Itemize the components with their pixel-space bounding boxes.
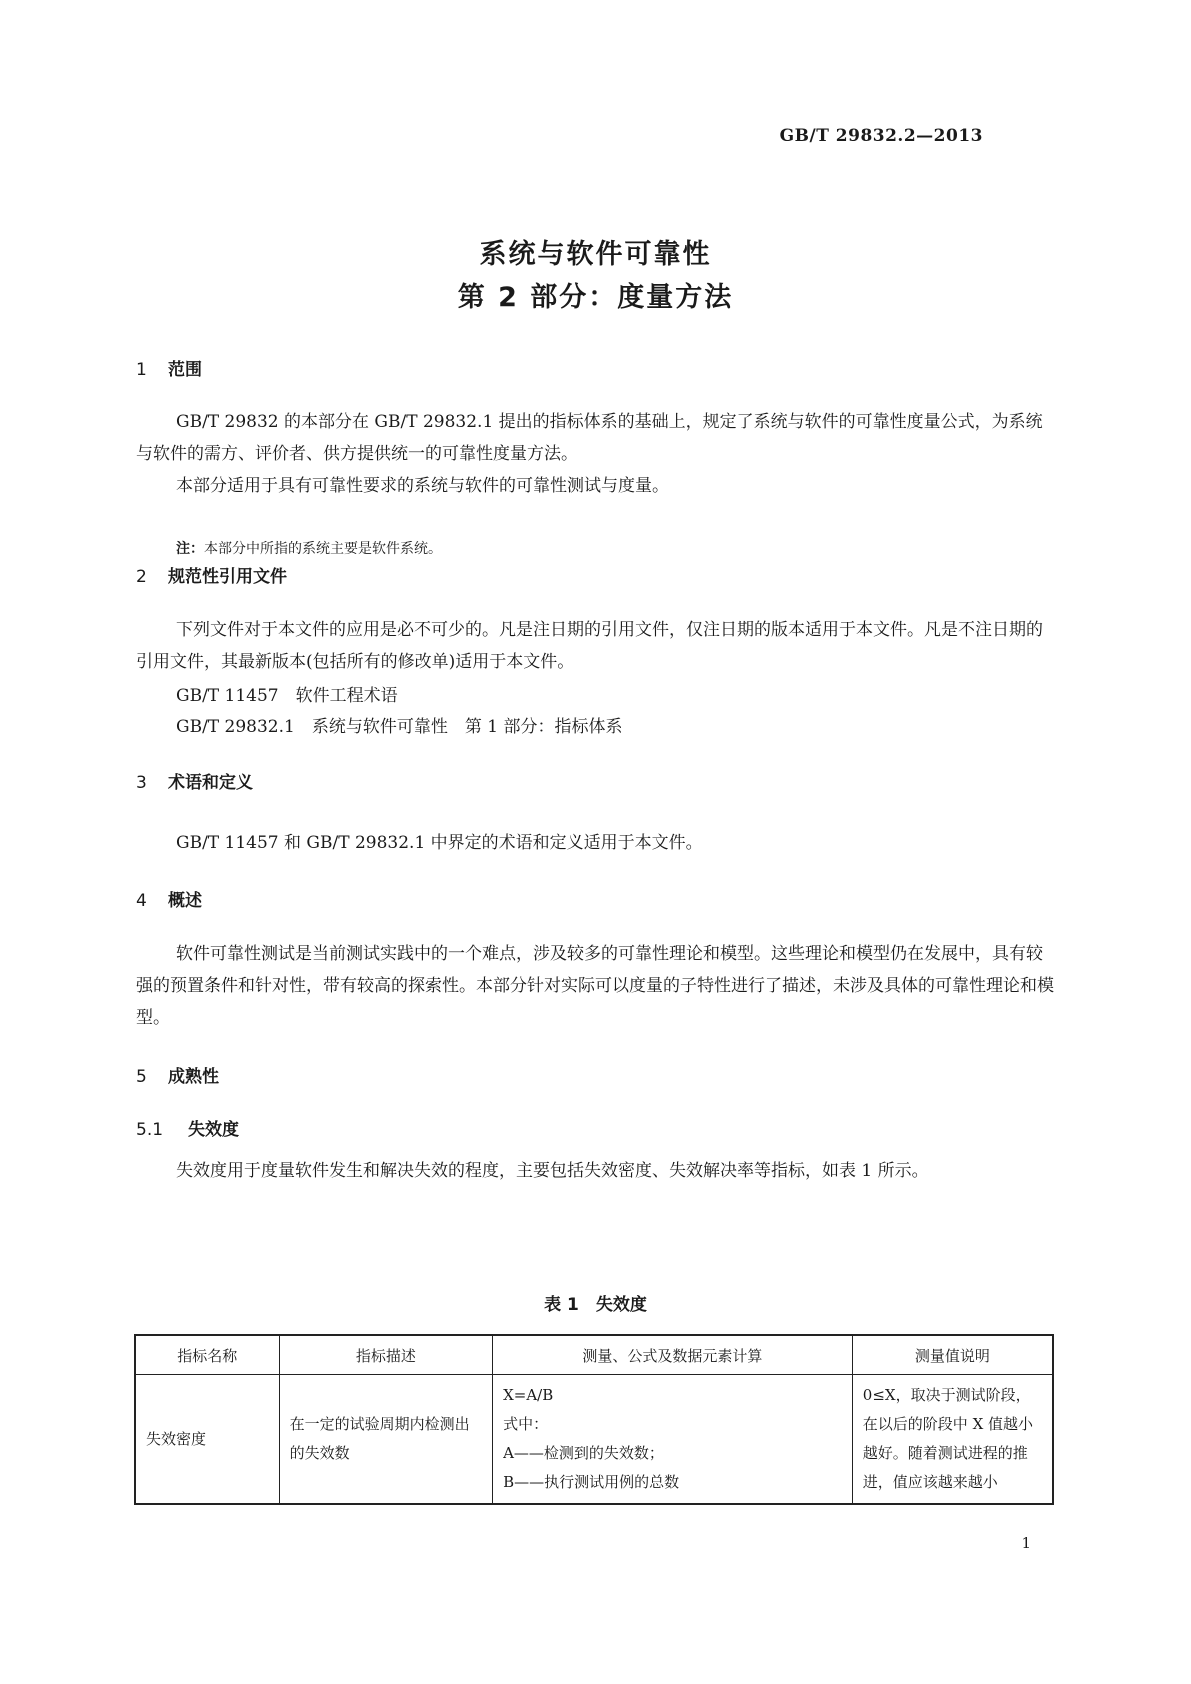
section-4-paragraph-1: 软件可靠性测试是当前测试实践中的一个难点，涉及较多的可靠性理论和模型。这些理论和模型仍在发展中，具有较强的预置条件和针对性，带有较高的探索性。本部分针对实际可以度量的子特性进行了描述，未涉及具体的可靠性理论和模型。	[136, 944, 1054, 1028]
explanation-cell: 0≤X，取决于测试阶段，在以后的阶段中 X 值越小越好。随着测试进程的推进，值应该越来越小	[852, 1375, 1053, 1505]
section-5-heading	[136, 1062, 219, 1087]
table-caption: 表 1 失效度	[544, 1295, 647, 1315]
section-title: 失效度	[188, 1120, 239, 1140]
section-number: 5.1	[136, 1120, 164, 1140]
formula-line: 式中：	[503, 1415, 549, 1433]
document-subtitle: 第 2 部分：度量方法	[457, 282, 734, 313]
header-cell: 指标名称	[135, 1335, 279, 1375]
indicator-name-cell: 失效密度	[135, 1375, 279, 1505]
note-label: 注：	[176, 541, 204, 557]
page-number: 1	[1021, 1534, 1031, 1552]
table-row	[135, 1375, 1053, 1505]
section-number: 3	[136, 773, 147, 793]
header-cell: 指标描述	[279, 1335, 492, 1375]
section-1-heading	[136, 355, 202, 380]
normative-reference-1: GB/T 11457 软件工程术语	[176, 686, 398, 706]
section-title: 规范性引用文件	[168, 567, 287, 587]
section-number: 5	[136, 1067, 147, 1087]
formula-line: A——检测到的失效数；	[503, 1444, 664, 1462]
section-4-heading	[136, 886, 202, 911]
standard-number: GB/T 29832.2—2013	[779, 126, 983, 146]
section-title: 概述	[168, 891, 202, 911]
table-header-row	[135, 1335, 1053, 1375]
section-3-paragraph-1: GB/T 11457 和 GB/T 29832.1 中界定的术语和定义适用于本文件。	[176, 833, 703, 853]
section-2-paragraph-1: 下列文件对于本文件的应用是必不可少的。凡是注日期的引用文件，仅注日期的版本适用于本文件。凡是不注日期的引用文件，其最新版本(包括所有的修改单)适用于本文件。	[136, 620, 1043, 672]
section-title: 成熟性	[168, 1067, 219, 1087]
section-1-paragraph-2: 本部分适用于具有可靠性要求的系统与软件的可靠性测试与度量。	[176, 476, 669, 496]
section-3-heading	[136, 768, 253, 793]
indicator-description-cell: 在一定的试验周期内检测出的失效数	[279, 1375, 492, 1505]
section-5-1-paragraph-1: 失效度用于度量软件发生和解决失效的程度，主要包括失效密度、失效解决率等指标，如表 1 所示。	[176, 1161, 929, 1181]
section-2-heading	[136, 562, 287, 587]
section-title: 范围	[168, 360, 202, 380]
note	[176, 538, 442, 558]
normative-reference-2: GB/T 29832.1 系统与软件可靠性 第 1 部分：指标体系	[176, 717, 623, 737]
section-number: 2	[136, 567, 147, 587]
formula-line: X=A/B	[503, 1386, 554, 1404]
section-5-1-heading	[136, 1115, 239, 1140]
formula-line: B——执行测试用例的总数	[503, 1473, 680, 1491]
header-cell: 测量、公式及数据元素计算	[493, 1335, 853, 1375]
formula-cell	[493, 1375, 853, 1505]
section-1-paragraph-1: GB/T 29832 的本部分在 GB/T 29832.1 提出的指标体系的基础上，规定了系统与软件的可靠性度量公式，为系统与软件的需方、评价者、供方提供统一的可靠性度量方法。	[136, 412, 1043, 464]
section-title: 术语和定义	[168, 773, 253, 793]
document-title: 系统与软件可靠性	[479, 239, 712, 270]
section-number: 1	[136, 360, 147, 380]
failure-table	[134, 1334, 1054, 1505]
section-number: 4	[136, 891, 147, 911]
header-cell: 测量值说明	[852, 1335, 1053, 1375]
note-text: 本部分中所指的系统主要是软件系统。	[204, 541, 442, 557]
